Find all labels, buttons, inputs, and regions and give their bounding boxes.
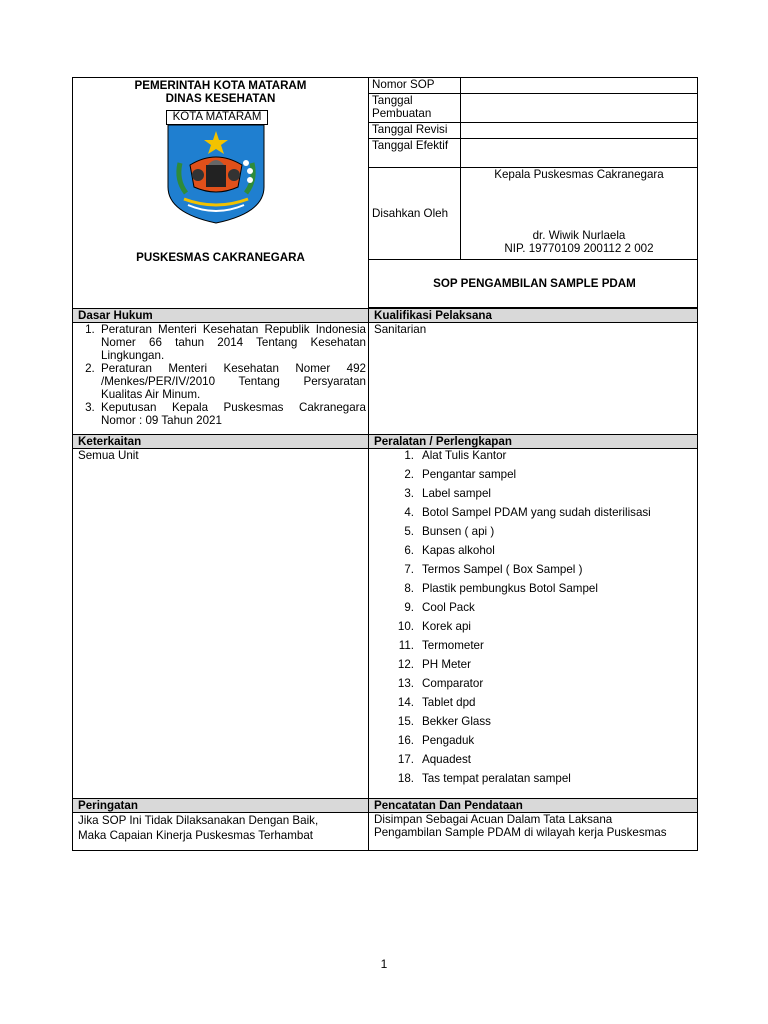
- tanggal-pembuatan-label: Tanggal Pembuatan: [369, 94, 461, 123]
- list-item-number: 6.: [404, 544, 414, 557]
- list-item-number: 7.: [404, 563, 414, 576]
- peralatan-list: [374, 449, 695, 791]
- list-item-label: Korek api: [422, 620, 471, 633]
- gov-title-line1: PEMERINTAH KOTA MATARAM: [134, 79, 307, 92]
- list-item-number: 5.: [404, 525, 414, 538]
- list-item: [374, 639, 695, 658]
- list-item-number: 18.: [397, 772, 414, 785]
- list-item-label: Pengantar sampel: [422, 468, 517, 481]
- list-item: 3. Keputusan Kepala Puskesmas Cakranegara Nomor : 09 Tahun 2021: [98, 401, 366, 427]
- list-item-label: Tas tempat peralatan sampel: [422, 772, 571, 785]
- peringatan-body: [73, 813, 369, 851]
- list-item-label: Tablet dpd: [422, 696, 476, 709]
- pencatatan-line1: Disimpan Sebagai Acuan Dalam Tata Laksana: [374, 813, 613, 826]
- dasar-hukum-heading: Dasar Hukum: [73, 309, 369, 323]
- list-item-number: 16.: [397, 734, 414, 747]
- sop-title: SOP PENGAMBILAN SAMPLE PDAM: [369, 260, 698, 308]
- header-left-cell: [73, 78, 369, 309]
- list-item-label: Bunsen ( api ): [422, 525, 495, 538]
- page-number: 1: [380, 957, 388, 971]
- list-item: [374, 544, 695, 563]
- pencatatan-line2: Pengambilan Sample PDAM di wilayah kerja Puskesmas: [374, 826, 667, 839]
- list-item: [374, 677, 695, 696]
- unit-name: PUSKESMAS CAKRANEGARA: [136, 251, 305, 264]
- list-item: [374, 772, 695, 791]
- kota-mataram-logo: [166, 125, 266, 225]
- sop-table: [72, 77, 698, 851]
- list-item: [374, 487, 695, 506]
- signer-name: dr. Wiwik Nurlaela: [532, 229, 626, 242]
- tanggal-efektif-label: Tanggal Efektif: [369, 139, 461, 168]
- list-item-number: 17.: [397, 753, 414, 766]
- list-item-label: Comparator: [422, 677, 484, 690]
- tanggal-efektif-value: [461, 139, 698, 168]
- list-item: [374, 506, 695, 525]
- list-item-label: Label sampel: [422, 487, 491, 500]
- list-item-label: Pengaduk: [422, 734, 475, 747]
- list-item-number: 3.: [404, 487, 414, 500]
- pencatatan-heading: Pencatatan Dan Pendataan: [369, 799, 698, 813]
- peringatan-line2: Maka Capaian Kinerja Puskesmas Terhambat: [78, 829, 313, 842]
- list-item-label: Termos Sampel ( Box Sampel ): [422, 563, 583, 576]
- list-item: [374, 696, 695, 715]
- list-item: [374, 658, 695, 677]
- list-item-label: Termometer: [422, 639, 484, 652]
- peringatan-heading: Peringatan: [73, 799, 369, 813]
- list-item-number: 11.: [398, 639, 414, 652]
- list-item-label: PH Meter: [422, 658, 471, 671]
- list-item: 1. Peraturan Menteri Kesehatan Republik Indonesia Nomer 66 tahun 2014 Tentang Kesehatan Lingkungan.: [98, 323, 366, 362]
- list-item-number: 2.: [404, 468, 414, 481]
- signer-title: Kepala Puskesmas Cakranegara: [494, 168, 664, 181]
- list-item: [374, 620, 695, 639]
- peringatan-line1: Jika SOP Ini Tidak Dilaksanakan Dengan Baik,: [78, 814, 319, 827]
- pencatatan-body: [369, 813, 698, 851]
- list-item: 2. Peraturan Menteri Kesehatan Nomer 492 /Menkes/PER/IV/2010 Tentang Persyaratan Kualitas Air Minum.: [98, 362, 366, 401]
- signature-cell: [461, 168, 698, 260]
- sop-document: [72, 77, 697, 851]
- list-item: [374, 563, 695, 582]
- peralatan-body: [369, 449, 698, 799]
- list-item-number: 8.: [404, 582, 414, 595]
- dasar-hukum-body: [73, 323, 369, 435]
- list-item: [374, 715, 695, 734]
- keterkaitan-value: Semua Unit: [73, 449, 369, 799]
- list-item-label: Alat Tulis Kantor: [422, 449, 507, 462]
- list-item: [374, 468, 695, 487]
- peralatan-heading: Peralatan / Perlengkapan: [369, 435, 698, 449]
- list-item-label: Botol Sampel PDAM yang sudah disterilisasi: [422, 506, 651, 519]
- signer-nip: NIP. 19770109 200112 2 002: [504, 242, 654, 255]
- kualifikasi-value: Sanitarian: [369, 323, 698, 435]
- list-item: [374, 525, 695, 544]
- list-item-label: Plastik pembungkus Botol Sampel: [422, 582, 598, 595]
- list-item: [374, 601, 695, 620]
- list-item: [374, 449, 695, 468]
- dasar-hukum-list: [74, 323, 366, 427]
- list-item-number: 12.: [397, 658, 414, 671]
- list-item-number: 14.: [397, 696, 414, 709]
- nomor-sop-value: [461, 78, 698, 94]
- keterkaitan-heading: Keterkaitan: [73, 435, 369, 449]
- list-item: [374, 734, 695, 753]
- logo-label: KOTA MATARAM: [166, 110, 268, 125]
- list-item-label: Kapas alkohol: [422, 544, 495, 557]
- disahkan-label: Disahkan Oleh: [369, 168, 461, 260]
- tanggal-pembuatan-value: [461, 94, 698, 123]
- list-item-number: 4.: [404, 506, 414, 519]
- list-item-label: Bekker Glass: [422, 715, 491, 728]
- list-item-label: Cool Pack: [422, 601, 475, 614]
- gov-title-line2: DINAS KESEHATAN: [165, 92, 276, 105]
- list-item-number: 15.: [397, 715, 414, 728]
- list-item-number: 9.: [404, 601, 414, 614]
- list-item: [374, 582, 695, 601]
- kualifikasi-heading: Kualifikasi Pelaksana: [369, 309, 698, 323]
- nomor-sop-label: Nomor SOP: [369, 78, 461, 94]
- list-item: [374, 753, 695, 772]
- tanggal-revisi-label: Tanggal Revisi: [369, 123, 461, 139]
- list-item-label: Aquadest: [422, 753, 471, 766]
- list-item-number: 10.: [397, 620, 414, 633]
- list-item-number: 1.: [404, 449, 414, 462]
- tanggal-revisi-value: [461, 123, 698, 139]
- list-item-number: 13.: [397, 677, 414, 690]
